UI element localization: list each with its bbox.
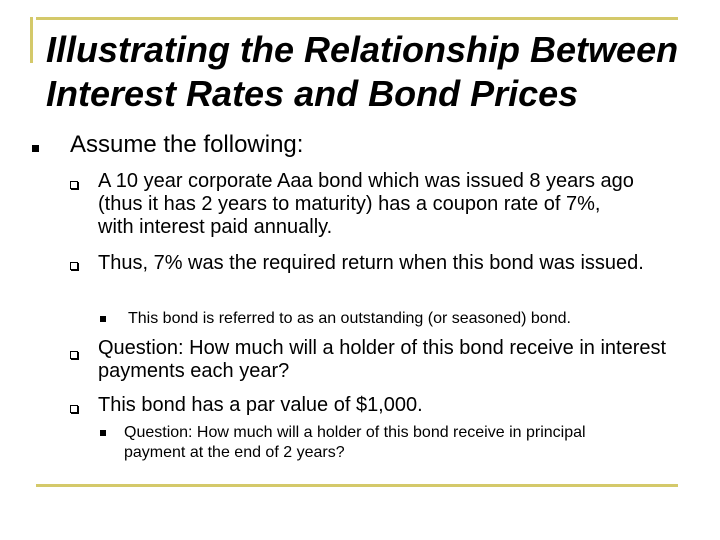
bullet-assume: Assume the following: [70, 131, 304, 158]
hollow-square-bullet-icon [70, 405, 78, 413]
hollow-square-bullet-icon [70, 351, 78, 359]
bullet-principal-question: Question: How much will a holder of this bond receive in principal payment at the end of 2 years? [124, 424, 586, 461]
bullet-outstanding-bond: This bond is referred to as an outstanding (or seasoned) bond. [128, 310, 571, 327]
bullet-bond-description: A 10 year corporate Aaa bond which was issued 8 years ago (thus it has 2 years to maturity) has a coupon rate of 7%, with interest paid annually. [98, 170, 634, 238]
bullet-par-value: This bond has a par value of $1,000. [98, 394, 423, 416]
title-top-rule [36, 17, 678, 20]
hollow-square-bullet-icon [70, 262, 78, 270]
bullet-interest-question: Question: How much will a holder of this bond receive in interest payments each year? [98, 337, 667, 382]
square-bullet-icon [32, 145, 39, 152]
hollow-square-bullet-icon [70, 181, 78, 189]
slide-title: Illustrating the Relationship Between Interest Rates and Bond Prices [46, 29, 679, 114]
bullet-required-return: Thus, 7% was the required return when this bond was issued. [98, 252, 644, 274]
title-left-rule [30, 17, 33, 63]
square-bullet-icon [100, 430, 106, 436]
footer-rule [36, 484, 678, 487]
square-bullet-icon [100, 316, 106, 322]
